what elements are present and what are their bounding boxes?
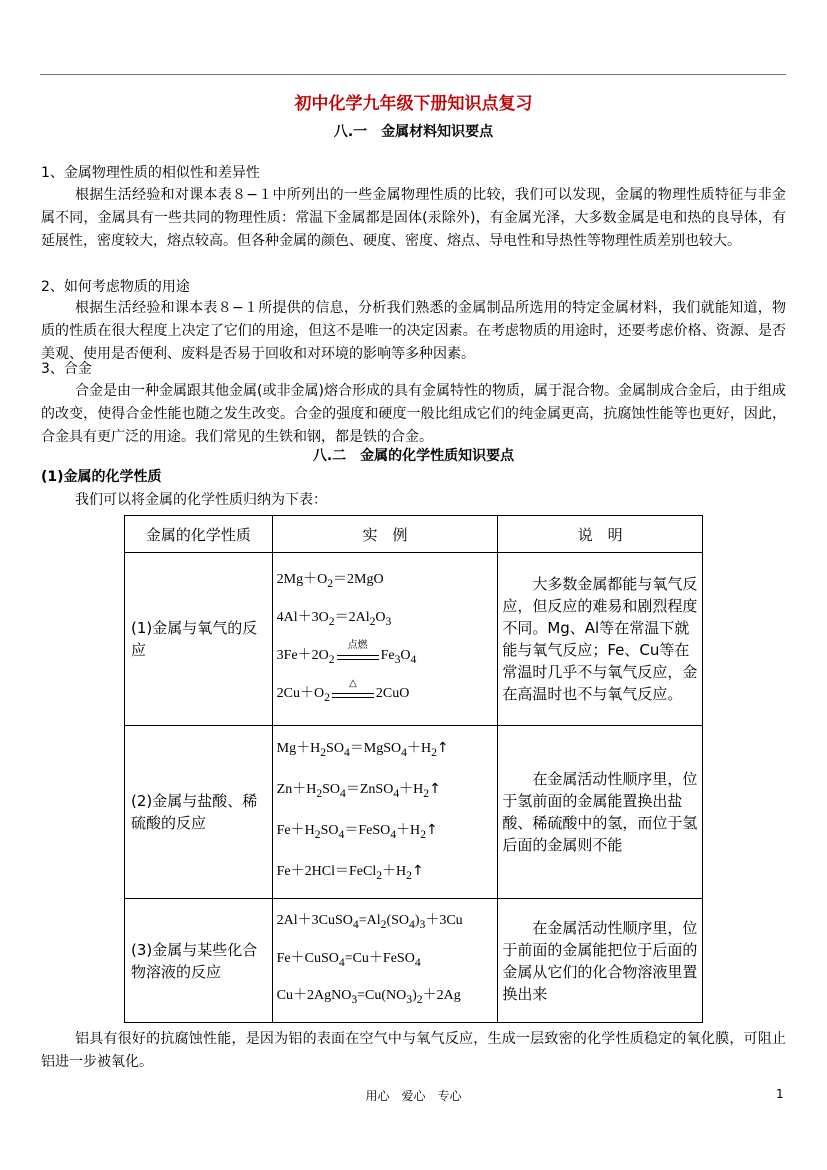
reaction-condition xyxy=(330,677,376,704)
equation: $Fe+H_2SO_4=FeSO_4+H_2↑$ xyxy=(276,822,438,841)
item-heading-1: 1、金属物理性质的相似性和差异性 xyxy=(41,165,260,181)
table-header-row xyxy=(125,516,703,553)
table-intro: 我们可以将金属的化学性质归纳为下表： xyxy=(75,492,327,508)
row-equations-3 xyxy=(272,899,498,1023)
row-note-3: 在金属活动性顺序里，位于前面的金属能把位于后面的金属从它们的化合物溶液里置换出来 xyxy=(498,899,703,1023)
item-heading-3: 3、合金 xyxy=(41,361,92,377)
equation: $2Al+3CuSO_4=Al_2(SO_4)_3+3Cu$ xyxy=(276,912,463,931)
section-heading-1: 八.一 金属材料知识要点 xyxy=(333,124,494,140)
equation: $2Mg+O_2=2MgO$ xyxy=(276,572,384,591)
header-cell-example: 实 例 xyxy=(272,516,498,553)
equation: Fe＋CuSO$_4$=Cu＋FeSO$_4$ xyxy=(276,950,421,969)
row-note-1: 大多数金属都能与氧气反应，但反应的难易和剧烈程度不同。Mg、Al等在常温下就能与氧气反应；Fe、Cu等在常温时几乎不与氧气反应，金在高温时也不与氧气反应。 xyxy=(498,553,703,726)
item-text-2: 根据生活经验和课本表８−１所提供的信息，分析我们熟悉的金属制品所选用的特定金属材料，我们就能知道，物质的性质在很大程度上决定了它们的用途，但这不是唯一的决定因素。在考虑物质的用途时，还要考虑价格、资源、是否美观、使用是否便利、废料是否易于回收和对环境的影响等多种因素。 xyxy=(41,300,786,362)
equation: $Cu+2AgNO_3=Cu(NO_3)_2+2Ag$ xyxy=(276,988,461,1007)
table-row xyxy=(125,553,703,726)
page-number: 1 xyxy=(776,1087,784,1101)
row-property-3: (3)金属与某些化合物溶液的反应 xyxy=(125,899,273,1023)
condition-label: 点燃 xyxy=(347,639,368,651)
row-property-2: (2)金属与盐酸、稀硫酸的反应 xyxy=(125,726,273,899)
footer-text: 用心 爱心 专心 xyxy=(365,1089,462,1103)
row-property-1: (1)金属与氧气的反应 xyxy=(125,553,273,726)
item-text-3: 合金是由一种金属跟其他金属(或非金属)熔合形成的具有金属特性的物质，属于混合物。金属制成合金后，由于组成的改变，使得合金性能也随之发生改变。合金的强度和硬度一般比组成它们的纯金属更高，抗腐蚀性能等也更好，因此，合金具有更广泛的用途。我们常见的生铁和钢，都是铁的合金。 xyxy=(41,383,786,445)
reaction-condition xyxy=(335,639,381,666)
closing-paragraph: 铝具有很好的抗腐蚀性能，是因为铝的表面在空气中与氧气反应，生成一层致密的化学性质稳定的氧化膜，可阻止铝进一步被氧化。 xyxy=(41,1031,786,1070)
equation: $Zn+H_2SO_4=ZnSO_4+H_2↑$ xyxy=(276,781,441,800)
row-equations-2 xyxy=(272,726,498,899)
equation: $Mg+H_2SO_4=MgSO_4+H_2↑$ xyxy=(276,740,449,760)
table-row xyxy=(125,899,703,1023)
table-row xyxy=(125,726,703,899)
item-text-1: 根据生活经验和对课本表８−１中所列出的一些金属物理性质的比较，我们可以发现，金属的物理性质特征与非金属不同，金属具有一些共同的物理性质：常温下金属都是固体(汞除外)，有金属光泽，大多数金属是电和热的良导体，有延展性，密度较大，熔点较高。但各种金属的颜色、硬度、密度、熔点、导电性和导热性等物理性质差别也较大。 xyxy=(41,187,786,249)
section-heading-2: 八.二 金属的化学性质知识要点 xyxy=(312,448,515,464)
condition-label: △ xyxy=(349,677,357,689)
equation: $2Cu+O_2$ △ 2CuO xyxy=(276,677,410,704)
item-heading-2: 2、如何考虑物质的用途 xyxy=(41,279,190,295)
equation: $3Fe+2O_2$ 点燃 $Fe_3O_4$ xyxy=(276,639,417,666)
header-rule xyxy=(40,74,786,75)
row-note-2: 在金属活动性顺序里，位于氢前面的金属能置换出盐酸、稀硫酸中的氢，而位于氢后面的金属则不能 xyxy=(498,726,703,899)
page-title: 初中化学九年级下册知识点复习 xyxy=(294,94,533,114)
equation: $Fe+2HCl=FeCl_2+H_2↑$ xyxy=(276,862,424,882)
sub-heading: (1)金属的化学性质 xyxy=(41,469,162,485)
chem-properties-table xyxy=(124,515,703,1023)
equation: $4Al+3O_2=2Al_2O_3$ xyxy=(276,610,392,628)
header-cell-property: 金属的化学性质 xyxy=(125,516,273,553)
header-cell-note: 说 明 xyxy=(498,516,703,553)
row-equations-1 xyxy=(272,553,498,726)
